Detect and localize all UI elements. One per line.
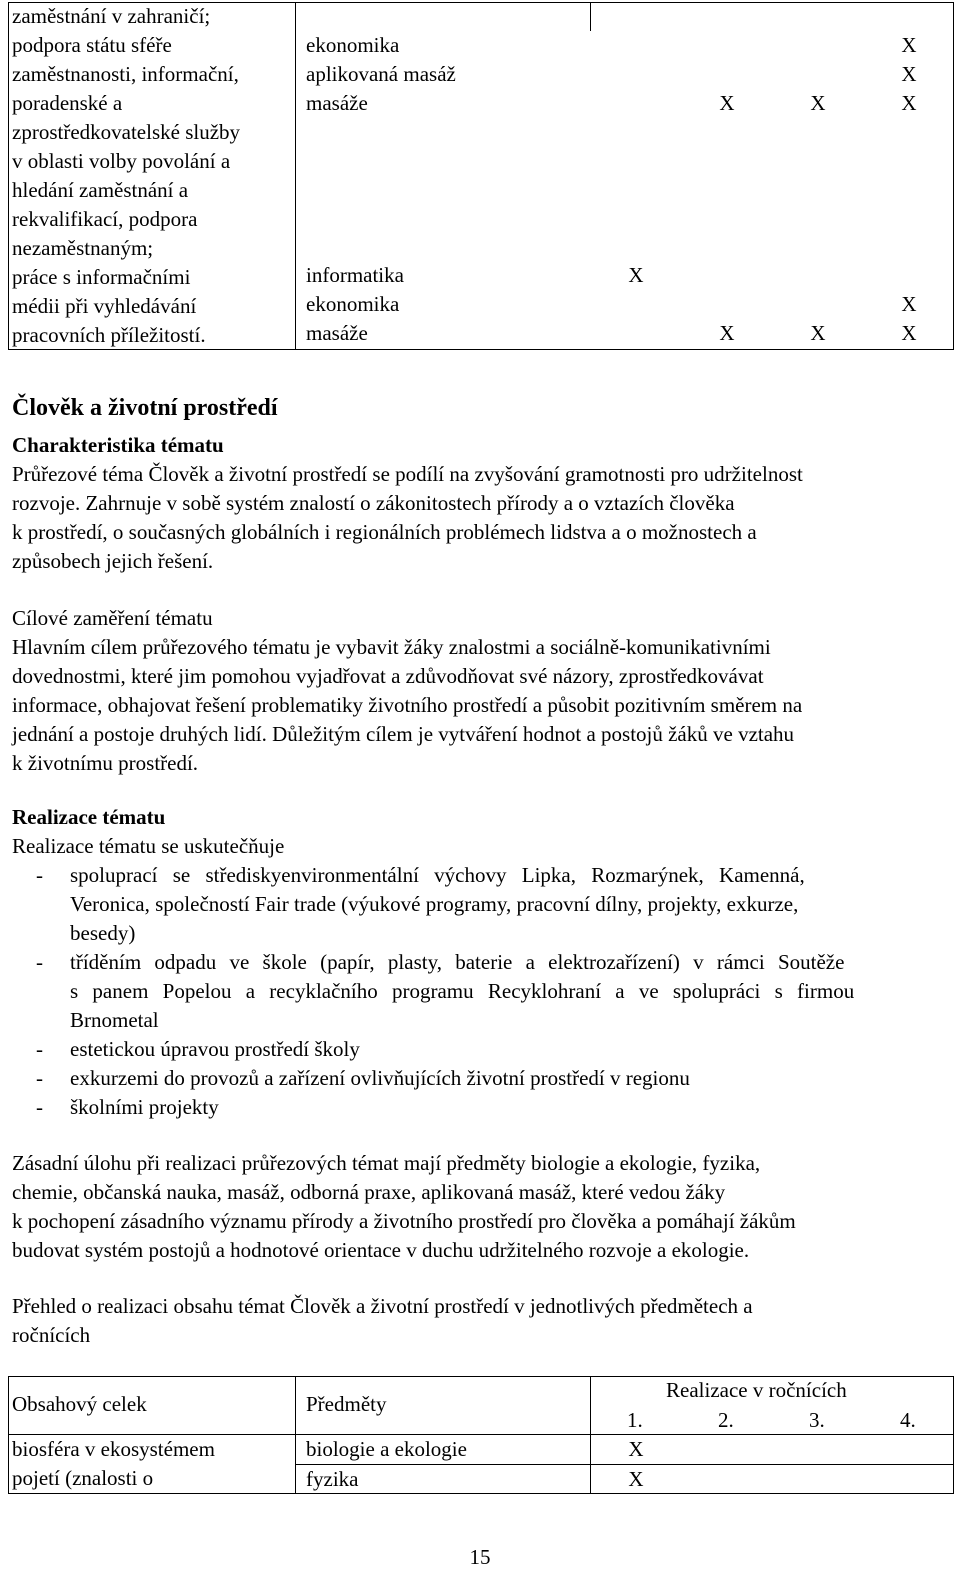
list-dash: -	[36, 950, 43, 974]
characteristic-heading: Charakteristika tématu	[12, 433, 224, 457]
table-border	[8, 2, 9, 350]
paragraph-line: k prostředí, o současných globálních i regionálních problémech lidstva a o možnostech a	[12, 520, 757, 544]
header-subjects: Předměty	[306, 1392, 387, 1416]
goal-paragraph	[12, 633, 952, 778]
paragraph-line: Hlavním cílem průřezového tématu je vybavit žáky znalostmi a sociálně-komunikativními	[12, 635, 771, 659]
table-border	[295, 2, 296, 350]
section-title: Člověk a životní prostředí	[12, 395, 278, 421]
paragraph-line: ročnících	[12, 1323, 91, 1347]
paragraph-line: k životnímu prostředí.	[12, 751, 199, 775]
table-border	[8, 1376, 9, 1494]
topic-line: hledání zaměstnání a	[12, 178, 189, 202]
header-years: Realizace v ročnících	[666, 1378, 847, 1402]
key-role-paragraph	[12, 1149, 952, 1265]
paragraph-line: způsobech jejich řešení.	[12, 549, 214, 573]
list-line: exkurzemi do provozů a zařízení ovlivňujících životní prostředí v regionu	[70, 1066, 690, 1090]
subject-label: ekonomika	[306, 292, 400, 316]
year-mark: X	[628, 1467, 644, 1491]
list-dash: -	[36, 863, 43, 887]
header-content: Obsahový celek	[12, 1392, 147, 1416]
year-mark: X	[628, 1437, 644, 1461]
table-border	[953, 2, 954, 350]
realization-intro: Realizace tématu se uskutečňuje	[12, 834, 285, 858]
content-line: pojetí (znalosti o	[12, 1466, 154, 1490]
topic-line: zaměstnanosti, informační,	[12, 62, 239, 86]
year-mark: X	[901, 62, 917, 86]
year-label: 4.	[900, 1408, 916, 1432]
topic-line: práce s informačními	[12, 265, 191, 289]
list-line: spoluprací se střediskyenvironmentální výchovy Lipka, Rozmarýnek, Kamenná,	[70, 863, 805, 887]
topic-line: médii při vyhledávání	[12, 294, 197, 318]
list-line: Veronica, společností Fair trade (výukové programy, pracovní dílny, projekty, exkurze,	[70, 892, 799, 916]
topic-line: v oblasti volby povolání a	[12, 149, 231, 173]
year-mark: X	[810, 91, 826, 115]
table-border	[295, 1376, 296, 1494]
subject-label: masáže	[306, 321, 368, 345]
paragraph-line: Přehled o realizaci obsahu témat Člověk a životní prostředí v jednotlivých předmětech a	[12, 1294, 753, 1318]
overview-paragraph	[12, 1292, 952, 1350]
paragraph-line: rozvoje. Zahrnuje v sobě systém znalostí o zákonitostech přírody a o vztazích člověka	[12, 491, 735, 515]
table-border	[590, 1376, 591, 1494]
list-line: estetickou úpravou prostředí školy	[70, 1037, 360, 1061]
year-label: 2.	[718, 1408, 734, 1432]
goal-heading: Cílové zaměření tématu	[12, 606, 213, 630]
list-line: školními projekty	[70, 1095, 219, 1119]
year-label: 1.	[627, 1408, 643, 1432]
year-mark: X	[901, 292, 917, 316]
topic-line: zaměstnání v zahraničí;	[12, 4, 211, 28]
content-cell	[12, 1435, 292, 1493]
year-label: 3.	[809, 1408, 825, 1432]
topic-line: podpora státu sféře	[12, 33, 172, 57]
subject-label: ekonomika	[306, 33, 400, 57]
realization-heading: Realizace tématu	[12, 805, 166, 829]
year-mark: X	[719, 321, 735, 345]
table-border	[590, 2, 591, 31]
page-number: 15	[469, 1545, 491, 1569]
year-mark: X	[901, 321, 917, 345]
characteristic-paragraph	[12, 460, 952, 576]
paragraph-line: k pochopení zásadního významu přírody a životního prostředí pro člověka a pomáhají žákům	[12, 1209, 796, 1233]
list-dash: -	[36, 1037, 43, 1061]
list-line: s panem Popelou a recyklačního programu Recyklohraní a ve spolupráci s firmou	[70, 979, 855, 1003]
year-mark: X	[901, 33, 917, 57]
subject-label: biologie a ekologie	[306, 1437, 467, 1461]
paragraph-line: Zásadní úlohu při realizaci průřezových témat mají předměty biologie a ekologie, fyzika,	[12, 1151, 761, 1175]
topic-line: nezaměstnaným;	[12, 236, 154, 260]
topic-line: zprostředkovatelské služby	[12, 120, 241, 144]
year-mark: X	[719, 91, 735, 115]
subject-label: aplikovaná masáž	[306, 62, 456, 86]
table-border	[953, 1376, 954, 1494]
year-mark: X	[901, 91, 917, 115]
topic-line: pracovních příležitostí.	[12, 323, 206, 347]
list-dash: -	[36, 1066, 43, 1090]
topic-line: poradenské a	[12, 91, 123, 115]
paragraph-line: budovat systém postojů a hodnotové orientace v duchu udržitelného rozvoje a ekologie.	[12, 1238, 750, 1262]
paragraph-line: chemie, občanská nauka, masáž, odborná praxe, aplikovaná masáž, které vedou žáky	[12, 1180, 726, 1204]
paragraph-line: Průřezové téma Člověk a životní prostředí se podílí na zvyšování gramotnosti pro udržitelnost	[12, 462, 803, 486]
topic-line: rekvalifikací, podpora	[12, 207, 198, 231]
paragraph-line: informace, obhajovat řešení problematiky životního prostředí a působit pozitivním směrem na	[12, 693, 803, 717]
table-border	[8, 1493, 954, 1494]
list-dash: -	[36, 1095, 43, 1119]
list-line: Brnometal	[70, 1008, 159, 1032]
content-line: biosféra v ekosystémem	[12, 1437, 215, 1461]
topic-description-cell	[12, 2, 292, 350]
paragraph-line: dovednostmi, které jim pomohou vyjadřovat a zdůvodňovat své názory, zprostředkovávat	[12, 664, 764, 688]
year-mark: X	[628, 263, 644, 287]
subject-label: fyzika	[306, 1467, 359, 1491]
list-line: besedy)	[70, 921, 136, 945]
subject-label: informatika	[306, 263, 404, 287]
subject-label: masáže	[306, 91, 368, 115]
list-line: tříděním odpadu ve škole (papír, plasty, baterie a elektrozařízení) v rámci Soutěže	[70, 950, 845, 974]
paragraph-line: jednání a postoje druhých lidí. Důležitým cílem je vytváření hodnot a postojů žáků ve vztahu	[12, 722, 795, 746]
year-mark: X	[810, 321, 826, 345]
